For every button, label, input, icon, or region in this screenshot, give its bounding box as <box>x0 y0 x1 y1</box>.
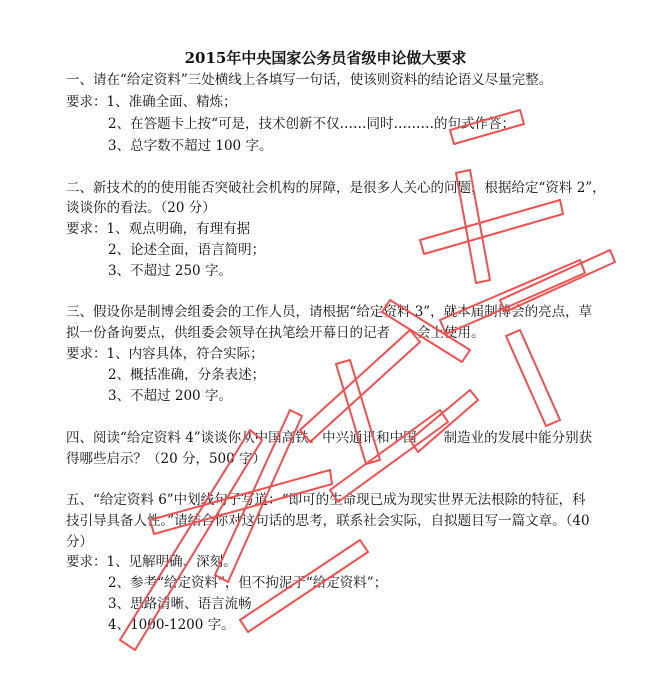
q5-heading-line-1: 五、“给定资料 6”中划线句子写道：“即可的生命现已成为现实世界无法根除的特征，科 <box>66 492 586 508</box>
q5-heading-line-2: 技引导具备人性。”请结合你对这句话的思考，联系社会实际，自拟题目写一篇文章。（40 <box>66 513 590 529</box>
q1-requirement-1: 要求：1、准确全面、精炼； <box>66 94 237 110</box>
page-title: 2015年中央国家公务员省级申论做大要求 <box>184 49 467 67</box>
q5-requirement-3: 3、思路清晰、语言流畅 <box>108 596 252 612</box>
q2-requirement-1: 要求：1、观点明确，有理有据 <box>66 221 251 237</box>
q5-requirement-2: 2、参考“给定资料”，但不拘泥于“给定资料”； <box>108 575 388 591</box>
q1-requirement-3: 3、总字数不超过 100 字。 <box>108 138 273 154</box>
q5-requirement-4: 4、1000-1200 字。 <box>108 617 235 633</box>
q1-requirement-2: 2、在答题卡上按“可是，技术创新不仅……同时………的句式作答； <box>108 116 515 132</box>
q2-heading-line-2: 谈谈你的看法。（20 分） <box>66 200 216 216</box>
q4-heading-line-2: 得哪些启示？（20 分，500 字） <box>66 451 267 467</box>
q5-heading-line-3: 分） <box>66 534 93 550</box>
q3-heading-line-2: 拟一份备询要点，供组委会领导在执笔绘开幕日的记者 会上使用。 <box>66 325 485 341</box>
q2-requirement-3: 3、不超过 250 字。 <box>108 263 232 279</box>
q3-requirement-3: 3、不超过 200 字。 <box>108 388 232 404</box>
q2-requirement-2: 2、论述全面，语言简明； <box>108 242 266 258</box>
q5-requirement-1: 要求：1、见解明确、深刻。 <box>66 554 237 570</box>
q3-requirement-1: 要求：1、内容具体，符合实际； <box>66 346 264 362</box>
q3-requirement-2: 2、概括准确，分条表述； <box>108 367 266 383</box>
q3-heading-line-1: 三、假设你是制博会组委会的工作人员，请根据“给定资料 3”，就本届制博会的亮点，草 <box>66 304 593 320</box>
q2-heading-line-1: 二、新技术的的使用能否突破社会机构的屏障，是很多人关心的问题，根据给定“资料 2”， <box>66 180 606 196</box>
q1-heading: 一、请在“给定资料”三处横线上各填写一句话，使该则资料的结论语义尽量完整。 <box>66 72 553 88</box>
q4-heading-line-1: 四、阅读“给定资料 4”谈谈你从中国高铁、中兴通讯和中国 制造业的发展中能分别获 <box>66 430 593 446</box>
